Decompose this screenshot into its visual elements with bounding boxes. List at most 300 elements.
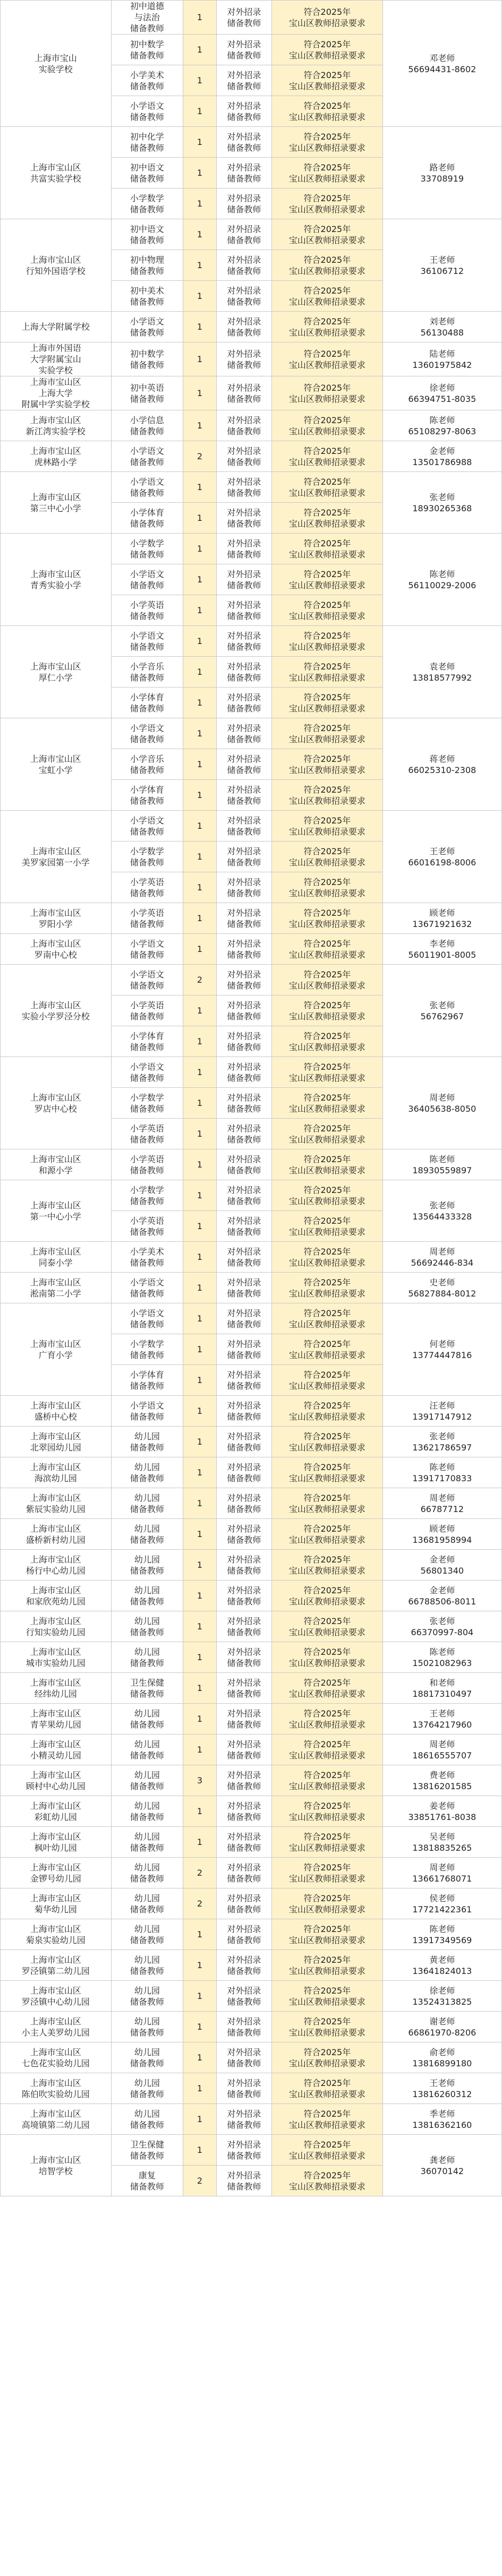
recruit-method-cell: 对外招录 储备教师 [216, 250, 271, 281]
table-row [1, 1765, 502, 1796]
recruit-method-cell: 对外招录 储备教师 [216, 1427, 271, 1457]
school-name-cell: 上海市宝山区 城市实验幼儿园 [1, 1642, 112, 1673]
school-name-cell: 上海市宝山区 淞南第二小学 [1, 1273, 112, 1303]
headcount-cell: 1 [183, 749, 217, 780]
recruit-method-cell: 对外招录 储备教师 [216, 626, 271, 657]
recruit-method-cell: 对外招录 储备教师 [216, 158, 271, 188]
headcount-cell: 1 [183, 1, 217, 35]
table-row [1, 219, 502, 250]
headcount-cell: 1 [183, 995, 217, 1026]
post-name-cell: 幼儿园 储备教师 [111, 1581, 183, 1611]
recruit-method-cell: 对外招录 储备教师 [216, 1026, 271, 1057]
requirement-cell: 符合2025年 宝山区教师招录要求 [272, 1611, 383, 1642]
requirement-cell: 符合2025年 宝山区教师招录要求 [272, 534, 383, 564]
contact-cell: 徐老师 66394751-8035 [382, 376, 501, 410]
school-name-cell: 上海市宝山区 宝虹小学 [1, 718, 112, 811]
post-name-cell: 小学美术 储备教师 [111, 65, 183, 96]
requirement-cell: 符合2025年 宝山区教师招录要求 [272, 1273, 383, 1303]
table-row [1, 376, 502, 410]
school-name-cell: 上海市宝山区 盛桥新村幼儿园 [1, 1519, 112, 1550]
school-name-cell: 上海市宝山区 盛桥中心校 [1, 1396, 112, 1427]
headcount-cell: 1 [183, 1088, 217, 1119]
headcount-cell: 1 [183, 1981, 217, 2012]
school-name-cell: 上海市宝山区 罗南中心校 [1, 934, 112, 965]
contact-cell: 王老师 66016198-8006 [382, 811, 501, 903]
requirement-cell: 符合2025年 宝山区教师招录要求 [272, 780, 383, 811]
contact-cell: 龚老师 36070142 [382, 2135, 501, 2196]
school-name-cell: 上海市宝山区 厚仁小学 [1, 626, 112, 718]
contact-cell: 吴老师 13818835265 [382, 1827, 501, 1858]
contact-cell: 张老师 66370997-804 [382, 1611, 501, 1642]
requirement-cell: 符合2025年 宝山区教师招录要求 [272, 564, 383, 595]
school-name-cell: 上海市宝山区 小精灵幼儿园 [1, 1734, 112, 1765]
requirement-cell: 符合2025年 宝山区教师招录要求 [272, 1457, 383, 1488]
recruit-method-cell: 对外招录 储备教师 [216, 376, 271, 410]
post-name-cell: 初中化学 储备教师 [111, 127, 183, 158]
school-name-cell: 上海市宝山区 北翠园幼儿园 [1, 1427, 112, 1457]
recruit-method-cell: 对外招录 储备教师 [216, 1088, 271, 1119]
headcount-cell: 1 [183, 1950, 217, 1981]
contact-cell: 袁老师 13818577992 [382, 626, 501, 718]
requirement-cell: 符合2025年 宝山区教师招录要求 [272, 903, 383, 934]
recruit-method-cell: 对外招录 储备教师 [216, 1673, 271, 1704]
post-name-cell: 初中物理 储备教师 [111, 250, 183, 281]
requirement-cell: 符合2025年 宝山区教师招录要求 [272, 1950, 383, 1981]
school-name-cell: 上海市宝山区 虎林路小学 [1, 441, 112, 472]
headcount-cell: 2 [183, 965, 217, 995]
contact-cell: 邓老师 56694431-8602 [382, 1, 501, 127]
headcount-cell: 1 [183, 312, 217, 342]
headcount-cell: 1 [183, 1642, 217, 1673]
recruit-method-cell: 对外招录 储备教师 [216, 441, 271, 472]
requirement-cell: 符合2025年 宝山区教师招录要求 [272, 1981, 383, 2012]
table-row [1, 903, 502, 934]
post-name-cell: 初中语文 储备教师 [111, 219, 183, 250]
recruit-method-cell: 对外招录 储备教师 [216, 811, 271, 842]
contact-cell: 何老师 13774447816 [382, 1303, 501, 1396]
school-name-cell: 上海市宝山区 经纬幼儿园 [1, 1673, 112, 1704]
headcount-cell: 2 [183, 2166, 217, 2196]
school-name-cell: 上海市宝山区 青苹果幼儿园 [1, 1704, 112, 1734]
post-name-cell: 幼儿园 储备教师 [111, 1734, 183, 1765]
table-row [1, 965, 502, 995]
requirement-cell: 符合2025年 宝山区教师招录要求 [272, 934, 383, 965]
headcount-cell: 1 [183, 342, 217, 376]
post-name-cell: 幼儿园 储备教师 [111, 1550, 183, 1581]
contact-cell: 蒋老师 66025310-2308 [382, 718, 501, 811]
recruit-method-cell: 对外招录 储备教师 [216, 1396, 271, 1427]
recruit-method-cell: 对外招录 储备教师 [216, 1734, 271, 1765]
post-name-cell: 小学语文 储备教师 [111, 811, 183, 842]
contact-cell: 刘老师 56130488 [382, 312, 501, 342]
contact-cell: 陈老师 13917349569 [382, 1919, 501, 1950]
requirement-cell: 符合2025年 宝山区教师招录要求 [272, 1180, 383, 1211]
contact-cell: 路老师 33708919 [382, 127, 501, 219]
recruit-method-cell: 对外招录 储备教师 [216, 188, 271, 219]
requirement-cell: 符合2025年 宝山区教师招录要求 [272, 2042, 383, 2073]
recruit-method-cell: 对外招录 储备教师 [216, 1642, 271, 1673]
requirement-cell: 符合2025年 宝山区教师招录要求 [272, 1888, 383, 1919]
requirement-cell: 符合2025年 宝山区教师招录要求 [272, 158, 383, 188]
recruit-method-cell: 对外招录 储备教师 [216, 2042, 271, 2073]
contact-cell: 侯老师 17721422361 [382, 1888, 501, 1919]
table-row [1, 811, 502, 842]
recruit-method-cell: 对外招录 储备教师 [216, 1581, 271, 1611]
table-row [1, 718, 502, 749]
recruit-method-cell: 对外招录 储备教师 [216, 1242, 271, 1273]
recruit-method-cell: 对外招录 储备教师 [216, 1550, 271, 1581]
post-name-cell: 卫生保健 储备教师 [111, 1673, 183, 1704]
post-name-cell: 幼儿园 储备教师 [111, 2104, 183, 2135]
headcount-cell: 2 [183, 441, 217, 472]
recruit-method-cell: 对外招录 储备教师 [216, 1704, 271, 1734]
recruit-method-cell: 对外招录 储备教师 [216, 1180, 271, 1211]
requirement-cell: 符合2025年 宝山区教师招录要求 [272, 626, 383, 657]
headcount-cell: 1 [183, 1704, 217, 1734]
contact-cell: 金老师 13501786988 [382, 441, 501, 472]
requirement-cell: 符合2025年 宝山区教师招录要求 [272, 718, 383, 749]
post-name-cell: 小学英语 储备教师 [111, 1149, 183, 1180]
recruit-method-cell: 对外招录 储备教师 [216, 564, 271, 595]
recruit-method-cell: 对外招录 储备教师 [216, 718, 271, 749]
table-row [1, 1796, 502, 1827]
post-name-cell: 小学音乐 储备教师 [111, 749, 183, 780]
headcount-cell: 1 [183, 1026, 217, 1057]
school-name-cell: 上海市宝山区 美罗家园第一小学 [1, 811, 112, 903]
school-name-cell: 上海市宝山区 和家欣苑幼儿园 [1, 1581, 112, 1611]
post-name-cell: 小学数学 储备教师 [111, 1180, 183, 1211]
headcount-cell: 1 [183, 2042, 217, 2073]
post-name-cell: 小学语文 储备教师 [111, 441, 183, 472]
headcount-cell: 1 [183, 1796, 217, 1827]
table-row [1, 1057, 502, 1088]
table-row [1, 1180, 502, 1211]
headcount-cell: 1 [183, 503, 217, 534]
requirement-cell: 符合2025年 宝山区教师招录要求 [272, 1396, 383, 1427]
requirement-cell: 符合2025年 宝山区教师招录要求 [272, 657, 383, 688]
headcount-cell: 1 [183, 1180, 217, 1211]
post-name-cell: 小学语文 储备教师 [111, 472, 183, 503]
headcount-cell: 1 [183, 472, 217, 503]
recruit-method-cell: 对外招录 储备教师 [216, 1488, 271, 1519]
post-name-cell: 小学数学 储备教师 [111, 1334, 183, 1365]
table-row [1, 2104, 502, 2135]
recruit-method-cell: 对外招录 储备教师 [216, 1950, 271, 1981]
recruit-method-cell: 对外招录 储备教师 [216, 35, 271, 65]
headcount-cell: 3 [183, 1765, 217, 1796]
requirement-cell: 符合2025年 宝山区教师招录要求 [272, 1365, 383, 1396]
requirement-cell: 符合2025年 宝山区教师招录要求 [272, 472, 383, 503]
contact-cell: 姜老师 33851761-8038 [382, 1796, 501, 1827]
post-name-cell: 小学语文 储备教师 [111, 1396, 183, 1427]
headcount-cell: 1 [183, 1827, 217, 1858]
headcount-cell: 1 [183, 1057, 217, 1088]
post-name-cell: 幼儿园 储备教师 [111, 1919, 183, 1950]
recruit-method-cell: 对外招录 储备教师 [216, 1827, 271, 1858]
recruit-method-cell: 对外招录 储备教师 [216, 1611, 271, 1642]
school-name-cell: 上海市宝山区 紫辰实验幼儿园 [1, 1488, 112, 1519]
contact-cell: 季老师 13816362160 [382, 2104, 501, 2135]
table-row [1, 312, 502, 342]
headcount-cell: 1 [183, 1119, 217, 1149]
recruit-method-cell: 对外招录 储备教师 [216, 503, 271, 534]
table-row [1, 1581, 502, 1611]
requirement-cell: 符合2025年 宝山区教师招录要求 [272, 1581, 383, 1611]
post-name-cell: 卫生保健 储备教师 [111, 2135, 183, 2166]
post-name-cell: 初中美术 储备教师 [111, 281, 183, 312]
requirement-cell: 符合2025年 宝山区教师招录要求 [272, 1211, 383, 1242]
headcount-cell: 1 [183, 2012, 217, 2042]
recruit-method-cell: 对外招录 储备教师 [216, 1334, 271, 1365]
post-name-cell: 小学英语 储备教师 [111, 1211, 183, 1242]
table-row [1, 1858, 502, 1888]
headcount-cell: 1 [183, 842, 217, 872]
requirement-cell: 符合2025年 宝山区教师招录要求 [272, 811, 383, 842]
post-name-cell: 幼儿园 储备教师 [111, 1796, 183, 1827]
headcount-cell: 1 [183, 250, 217, 281]
headcount-cell: 1 [183, 410, 217, 441]
table-row [1, 1396, 502, 1427]
recruit-method-cell: 对外招录 储备教师 [216, 281, 271, 312]
requirement-cell: 符合2025年 宝山区教师招录要求 [272, 1119, 383, 1149]
post-name-cell: 小学语文 储备教师 [111, 564, 183, 595]
table-row [1, 1919, 502, 1950]
requirement-cell: 符合2025年 宝山区教师招录要求 [272, 688, 383, 718]
school-name-cell: 上海市宝山区 共富实验学校 [1, 127, 112, 219]
school-name-cell: 上海市宝山区 罗阳小学 [1, 903, 112, 934]
post-name-cell: 小学英语 储备教师 [111, 903, 183, 934]
headcount-cell: 1 [183, 188, 217, 219]
recruit-method-cell: 对外招录 储备教师 [216, 688, 271, 718]
table-row [1, 1303, 502, 1334]
requirement-cell: 符合2025年 宝山区教师招录要求 [272, 188, 383, 219]
headcount-cell: 1 [183, 1673, 217, 1704]
school-name-cell: 上海市宝山区 第一中心小学 [1, 1180, 112, 1242]
post-name-cell: 幼儿园 储备教师 [111, 1427, 183, 1457]
requirement-cell: 符合2025年 宝山区教师招录要求 [272, 2104, 383, 2135]
recruit-method-cell: 对外招录 储备教师 [216, 1981, 271, 2012]
post-name-cell: 小学音乐 储备教师 [111, 657, 183, 688]
recruit-method-cell: 对外招录 储备教师 [216, 2104, 271, 2135]
table-row [1, 1488, 502, 1519]
requirement-cell: 符合2025年 宝山区教师招录要求 [272, 1704, 383, 1734]
post-name-cell: 小学英语 储备教师 [111, 595, 183, 626]
post-name-cell: 小学语文 储备教师 [111, 1057, 183, 1088]
contact-cell: 王老师 13764217960 [382, 1704, 501, 1734]
recruit-method-cell: 对外招录 储备教师 [216, 1273, 271, 1303]
recruit-method-cell: 对外招录 储备教师 [216, 1888, 271, 1919]
post-name-cell: 小学语文 储备教师 [111, 718, 183, 749]
requirement-cell: 符合2025年 宝山区教师招录要求 [272, 1088, 383, 1119]
requirement-cell: 符合2025年 宝山区教师招录要求 [272, 2012, 383, 2042]
recruit-method-cell: 对外招录 储备教师 [216, 2166, 271, 2196]
headcount-cell: 1 [183, 657, 217, 688]
recruit-method-cell: 对外招录 储备教师 [216, 2012, 271, 2042]
headcount-cell: 2 [183, 1888, 217, 1919]
school-name-cell: 上海市宝山区 罗泾镇第二幼儿园 [1, 1950, 112, 1981]
headcount-cell: 1 [183, 1919, 217, 1950]
school-name-cell: 上海市宝山区 菊泉实验幼儿园 [1, 1919, 112, 1950]
recruit-method-cell: 对外招录 储备教师 [216, 1519, 271, 1550]
recruit-method-cell: 对外招录 储备教师 [216, 1119, 271, 1149]
post-name-cell: 小学语文 储备教师 [111, 965, 183, 995]
contact-cell: 王老师 13816260312 [382, 2073, 501, 2104]
post-name-cell: 小学数学 储备教师 [111, 188, 183, 219]
school-name-cell: 上海市宝山区 海滨幼儿园 [1, 1457, 112, 1488]
post-name-cell: 小学数学 储备教师 [111, 534, 183, 564]
headcount-cell: 1 [183, 1427, 217, 1457]
table-row [1, 934, 502, 965]
requirement-cell: 符合2025年 宝山区教师招录要求 [272, 65, 383, 96]
requirement-cell: 符合2025年 宝山区教师招录要求 [272, 1149, 383, 1180]
school-name-cell: 上海市宝山区 青秀实验小学 [1, 534, 112, 626]
headcount-cell: 1 [183, 688, 217, 718]
headcount-cell: 1 [183, 1273, 217, 1303]
recruit-method-cell: 对外招录 储备教师 [216, 842, 271, 872]
table-row [1, 1611, 502, 1642]
requirement-cell: 符合2025年 宝山区教师招录要求 [272, 281, 383, 312]
headcount-cell: 1 [183, 564, 217, 595]
headcount-cell: 1 [183, 1211, 217, 1242]
headcount-cell: 1 [183, 626, 217, 657]
requirement-cell: 符合2025年 宝山区教师招录要求 [272, 749, 383, 780]
post-name-cell: 幼儿园 储备教师 [111, 1457, 183, 1488]
post-name-cell: 幼儿园 储备教师 [111, 1704, 183, 1734]
requirement-cell: 符合2025年 宝山区教师招录要求 [272, 965, 383, 995]
table-row [1, 1550, 502, 1581]
table-row [1, 1642, 502, 1673]
post-name-cell: 幼儿园 储备教师 [111, 2073, 183, 2104]
contact-cell: 顾老师 13681958994 [382, 1519, 501, 1550]
post-name-cell: 幼儿园 储备教师 [111, 1950, 183, 1981]
headcount-cell: 1 [183, 376, 217, 410]
recruit-method-cell: 对外招录 储备教师 [216, 127, 271, 158]
contact-cell: 费老师 13816201585 [382, 1765, 501, 1796]
requirement-cell: 符合2025年 宝山区教师招录要求 [272, 1765, 383, 1796]
requirement-cell: 符合2025年 宝山区教师招录要求 [272, 441, 383, 472]
requirement-cell: 符合2025年 宝山区教师招录要求 [272, 250, 383, 281]
requirement-cell: 符合2025年 宝山区教师招录要求 [272, 995, 383, 1026]
recruit-method-cell: 对外招录 储备教师 [216, 1303, 271, 1334]
contact-cell: 和老师 18817310497 [382, 1673, 501, 1704]
post-name-cell: 幼儿园 储备教师 [111, 2012, 183, 2042]
post-name-cell: 小学美术 储备教师 [111, 1242, 183, 1273]
contact-cell: 周老师 56692446-834 [382, 1242, 501, 1273]
post-name-cell: 小学信息 储备教师 [111, 410, 183, 441]
headcount-cell: 1 [183, 158, 217, 188]
contact-cell: 黄老师 13641824013 [382, 1950, 501, 1981]
table-row [1, 2012, 502, 2042]
post-name-cell: 幼儿园 储备教师 [111, 1642, 183, 1673]
post-name-cell: 初中数学 储备教师 [111, 35, 183, 65]
school-name-cell: 上海市宝山区 新江湾实验学校 [1, 410, 112, 441]
contact-cell: 张老师 56762967 [382, 965, 501, 1057]
post-name-cell: 小学体育 储备教师 [111, 1026, 183, 1057]
school-name-cell: 上海市宝山区 枫叶幼儿园 [1, 1827, 112, 1858]
headcount-cell: 2 [183, 1858, 217, 1888]
contact-cell: 张老师 13621786597 [382, 1427, 501, 1457]
post-name-cell: 小学数学 储备教师 [111, 842, 183, 872]
post-name-cell: 幼儿园 储备教师 [111, 1611, 183, 1642]
post-name-cell: 小学体育 储备教师 [111, 503, 183, 534]
post-name-cell: 初中语文 储备教师 [111, 158, 183, 188]
school-name-cell: 上海大学附属学校 [1, 312, 112, 342]
table-row [1, 1950, 502, 1981]
contact-cell: 俞老师 13816899180 [382, 2042, 501, 2073]
headcount-cell: 1 [183, 1550, 217, 1581]
contact-cell: 张老师 18930265368 [382, 472, 501, 534]
requirement-cell: 符合2025年 宝山区教师招录要求 [272, 1303, 383, 1334]
requirement-cell: 符合2025年 宝山区教师招录要求 [272, 2073, 383, 2104]
headcount-cell: 1 [183, 96, 217, 127]
headcount-cell: 1 [183, 934, 217, 965]
requirement-cell: 符合2025年 宝山区教师招录要求 [272, 1919, 383, 1950]
recruit-method-cell: 对外招录 储备教师 [216, 219, 271, 250]
requirement-cell: 符合2025年 宝山区教师招录要求 [272, 2166, 383, 2196]
requirement-cell: 符合2025年 宝山区教师招录要求 [272, 342, 383, 376]
requirement-cell: 符合2025年 宝山区教师招录要求 [272, 127, 383, 158]
recruit-method-cell: 对外招录 储备教师 [216, 780, 271, 811]
school-name-cell: 上海市宝山区 菊华幼儿园 [1, 1888, 112, 1919]
recruit-method-cell: 对外招录 储备教师 [216, 1365, 271, 1396]
recruit-method-cell: 对外招录 储备教师 [216, 1919, 271, 1950]
requirement-cell: 符合2025年 宝山区教师招录要求 [272, 842, 383, 872]
requirement-cell: 符合2025年 宝山区教师招录要求 [272, 96, 383, 127]
post-name-cell: 小学语文 储备教师 [111, 96, 183, 127]
contact-cell: 陈老师 65108297-8063 [382, 410, 501, 441]
contact-cell: 李老师 56011901-8005 [382, 934, 501, 965]
contact-cell: 陈老师 18930559897 [382, 1149, 501, 1180]
headcount-cell: 1 [183, 1396, 217, 1427]
headcount-cell: 1 [183, 127, 217, 158]
contact-cell: 史老师 56827884-8012 [382, 1273, 501, 1303]
school-name-cell: 上海市宝山区 广育小学 [1, 1303, 112, 1396]
requirement-cell: 符合2025年 宝山区教师招录要求 [272, 1057, 383, 1088]
requirement-cell: 符合2025年 宝山区教师招录要求 [272, 1, 383, 35]
school-name-cell: 上海市宝山区 行知外国语学校 [1, 219, 112, 312]
requirement-cell: 符合2025年 宝山区教师招录要求 [272, 1673, 383, 1704]
contact-cell: 汪老师 13917147912 [382, 1396, 501, 1427]
requirement-cell: 符合2025年 宝山区教师招录要求 [272, 410, 383, 441]
recruit-method-cell: 对外招录 储备教师 [216, 1457, 271, 1488]
requirement-cell: 符合2025年 宝山区教师招录要求 [272, 1026, 383, 1057]
post-name-cell: 初中英语 储备教师 [111, 376, 183, 410]
school-name-cell: 上海市宝山区 实验小学罗泾分校 [1, 965, 112, 1057]
recruit-method-cell: 对外招录 储备教师 [216, 872, 271, 903]
recruit-method-cell: 对外招录 储备教师 [216, 903, 271, 934]
headcount-cell: 1 [183, 811, 217, 842]
headcount-cell: 1 [183, 903, 217, 934]
school-name-cell: 上海市宝山区 行知实验幼儿园 [1, 1611, 112, 1642]
recruit-method-cell: 对外招录 储备教师 [216, 534, 271, 564]
recruitment-table-body [1, 1, 502, 2196]
contact-cell: 陈老师 56110029-2006 [382, 534, 501, 626]
post-name-cell: 小学语文 储备教师 [111, 626, 183, 657]
table-row [1, 2135, 502, 2166]
headcount-cell: 1 [183, 219, 217, 250]
recruit-method-cell: 对外招录 储备教师 [216, 749, 271, 780]
requirement-cell: 符合2025年 宝山区教师招录要求 [272, 1796, 383, 1827]
recruit-method-cell: 对外招录 储备教师 [216, 312, 271, 342]
requirement-cell: 符合2025年 宝山区教师招录要求 [272, 2135, 383, 2166]
table-row [1, 2042, 502, 2073]
table-row [1, 1149, 502, 1180]
headcount-cell: 1 [183, 1611, 217, 1642]
requirement-cell: 符合2025年 宝山区教师招录要求 [272, 35, 383, 65]
headcount-cell: 1 [183, 281, 217, 312]
school-name-cell: 上海市宝山区 小主人美罗幼儿园 [1, 2012, 112, 2042]
post-name-cell: 幼儿园 储备教师 [111, 1519, 183, 1550]
